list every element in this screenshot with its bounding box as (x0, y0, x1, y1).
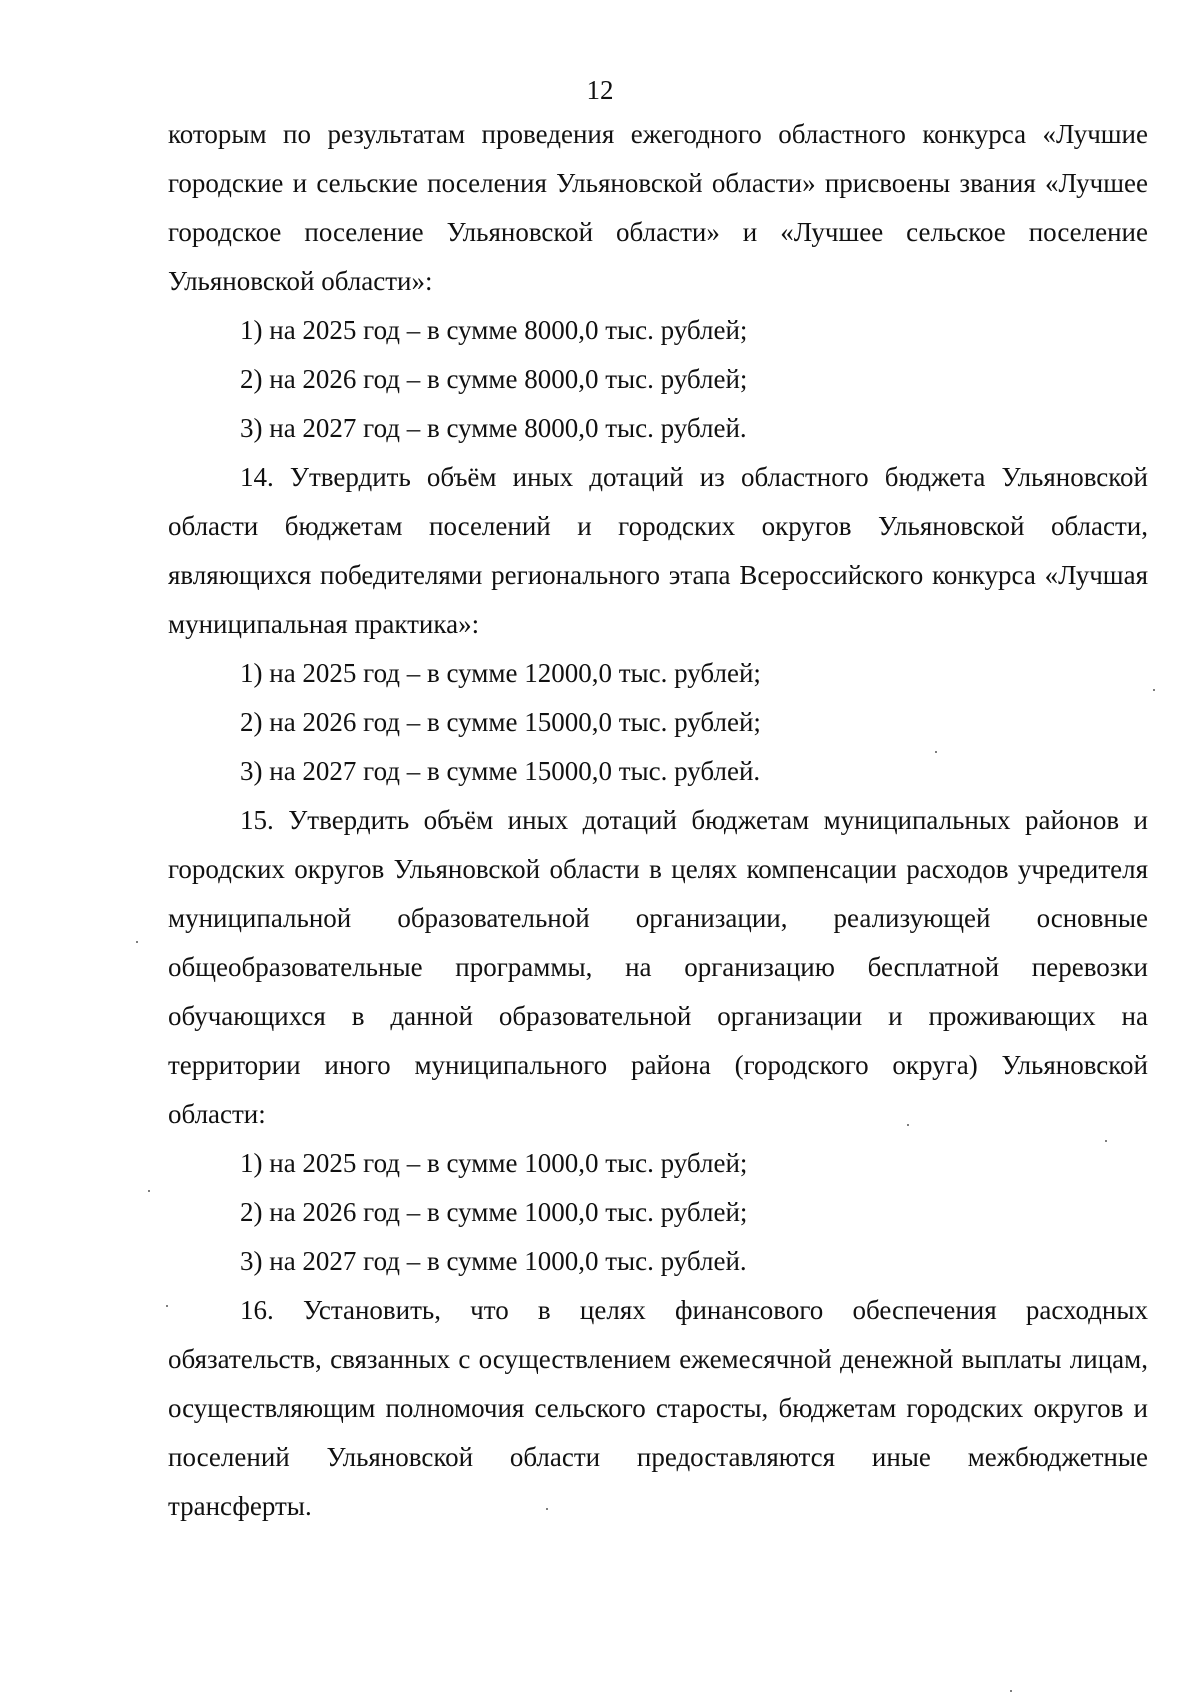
list-item: 2) на 2026 год – в сумме 1000,0 тыс. рублей; (240, 1197, 748, 1227)
scan-speck (136, 941, 138, 943)
scan-speck (935, 751, 937, 753)
paragraph-section-16: 16. Установить, что в целях финансового обеспечения расходных обязательств, связанных с осуществлением ежемесячной денежной выплаты лицам, осуществляющим полномочия сельского старосты, бюджетам городских округов и поселений Ульяновской области предоставляются иные межбюджетные трансферты. (168, 1295, 1148, 1521)
scan-speck (907, 1124, 909, 1126)
list-item: 1) на 2025 год – в сумме 8000,0 тыс. рублей; (240, 315, 748, 345)
paragraph-continuation: которым по результатам проведения ежегодного областного конкурса «Лучшие городские и сельские поселения Ульяновской области» присвоены звания «Лучшее городское поселение Ульяновской области» и «Лучшее сельское поселение Ульяновской области»: (168, 119, 1148, 296)
paragraph-section-15: 15. Утвердить объём иных дотаций бюджетам муниципальных районов и городских округов Ульяновской области в целях компенсации расходов учредителя муниципальной образовательной организации, реализующей основные общеобразовательные программы, на организацию бесплатной перевозки обучающихся в данной образовательной организации и проживающих на территории иного муниципального района (городского округа) Ульяновской области: (168, 805, 1148, 1129)
document-body (168, 110, 1148, 1531)
list-item: 2) на 2026 год – в сумме 8000,0 тыс. рублей; (240, 364, 748, 394)
list-item: 1) на 2025 год – в сумме 1000,0 тыс. рублей; (240, 1148, 748, 1178)
scan-speck (1153, 689, 1155, 691)
scan-speck (546, 1508, 548, 1510)
page-number: 12 (586, 75, 614, 105)
list-item: 2) на 2026 год – в сумме 15000,0 тыс. рублей; (240, 707, 761, 737)
list-item: 1) на 2025 год – в сумме 12000,0 тыс. рублей; (240, 658, 761, 688)
list-item: 3) на 2027 год – в сумме 1000,0 тыс. рублей. (240, 1246, 747, 1276)
scan-speck (166, 1305, 168, 1307)
scan-speck (148, 1190, 150, 1192)
scan-speck (1105, 1140, 1107, 1142)
list-item: 3) на 2027 год – в сумме 15000,0 тыс. рублей. (240, 756, 761, 786)
list-item: 3) на 2027 год – в сумме 8000,0 тыс. рублей. (240, 413, 747, 443)
scan-speck (1010, 1690, 1012, 1692)
paragraph-section-14: 14. Утвердить объём иных дотаций из областного бюджета Ульяновской области бюджетам поселений и городских округов Ульяновской области, являющихся победителями регионального этапа Всероссийского конкурса «Лучшая муниципальная практика»: (168, 462, 1148, 639)
